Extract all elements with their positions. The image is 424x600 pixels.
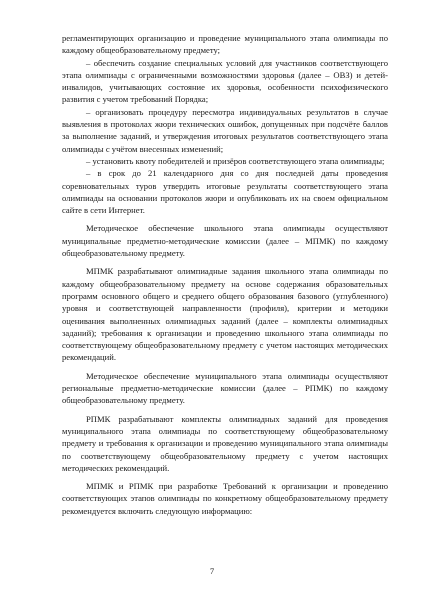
paragraph-continuation: регламентирующих организацию и проведение муниципального этапа олимпиады по каждому общеобразовательному предмету; — [62, 33, 388, 56]
paragraph-mpmk-tasks: МПМК разрабатывают олимпиадные задания школьного этапа олимпиады по каждому общеобразовательному предмету на основе содержания образовательных программ основного общего и среднего общего образования базового (углубленного) уровня и соответствующей направленности (профиля), критерии и методики оценивания выполненных олимпиадных заданий (далее – комплекты олимпиадных заданий); требования к организации и проведению школьного этапа олимпиады по соответствующему общеобразовательному предмету с учетом настоящих методических рекомендаций. — [62, 266, 388, 363]
bullet-results-review: – организовать процедуру пересмотра индивидуальных результатов в случае выявления в протоколах жюри технических ошибок, допущенных при подсчёте баллов за выполнение заданий, и утверждения итоговых результатов соответствующего этапа олимпиады с учётом внесенных изменений; — [62, 106, 388, 154]
bullet-final-results: – в срок до 21 календарного дня со дня последней даты проведения соревновательных туров утвердить итоговые результаты соответствующего этапа олимпиады на основании протоколов жюри и опубликовать их на своем официальном сайте в сети Интернет. — [62, 168, 388, 216]
paragraph-rpmk-tasks: РПМК разрабатывают комплекты олимпиадных заданий для проведения муниципального этапа олимпиады по соответствующему общеобразовательному предмету и требования к организации и проведению муниципального этапа олимпиады по соответствующему общеобразовательному предмету с учетом настоящих методических рекомендаций. — [62, 413, 388, 473]
page-number: 7 — [209, 566, 215, 576]
bullet-winners-quota: – установить квоту победителей и призёров соответствующего этапа олимпиады; — [86, 155, 385, 166]
paragraph-school-stage-methodology: Методическое обеспечение школьного этапа олимпиады осуществляют муниципальные предметно-методические комиссии (далее – МПМК) по каждому общеобразовательному предмету. — [62, 223, 388, 259]
paragraph-requirements-info: МПМК и РПМК при разработке Требований к организации и проведению соответствующих этапов олимпиады по конкретному общеобразовательному предмету рекомендуется включить следующую информацию: — [62, 481, 388, 516]
page-body — [62, 32, 388, 517]
bullet-special-conditions: – обеспечить создание специальных условий для участников соответствующего этапа олимпиады с ограниченными возможностями здоровья (далее – ОВЗ) и детей-инвалидов, учитывающих состояние их здоровья, особенности психофизического развития с учетом требований Порядка; — [62, 57, 388, 105]
paragraph-municipal-stage-methodology: Методическое обеспечение муниципального этапа олимпиады осуществляют региональные предметно-методические комиссии (далее – РПМК) по каждому общеобразовательному предмету. — [62, 370, 388, 406]
